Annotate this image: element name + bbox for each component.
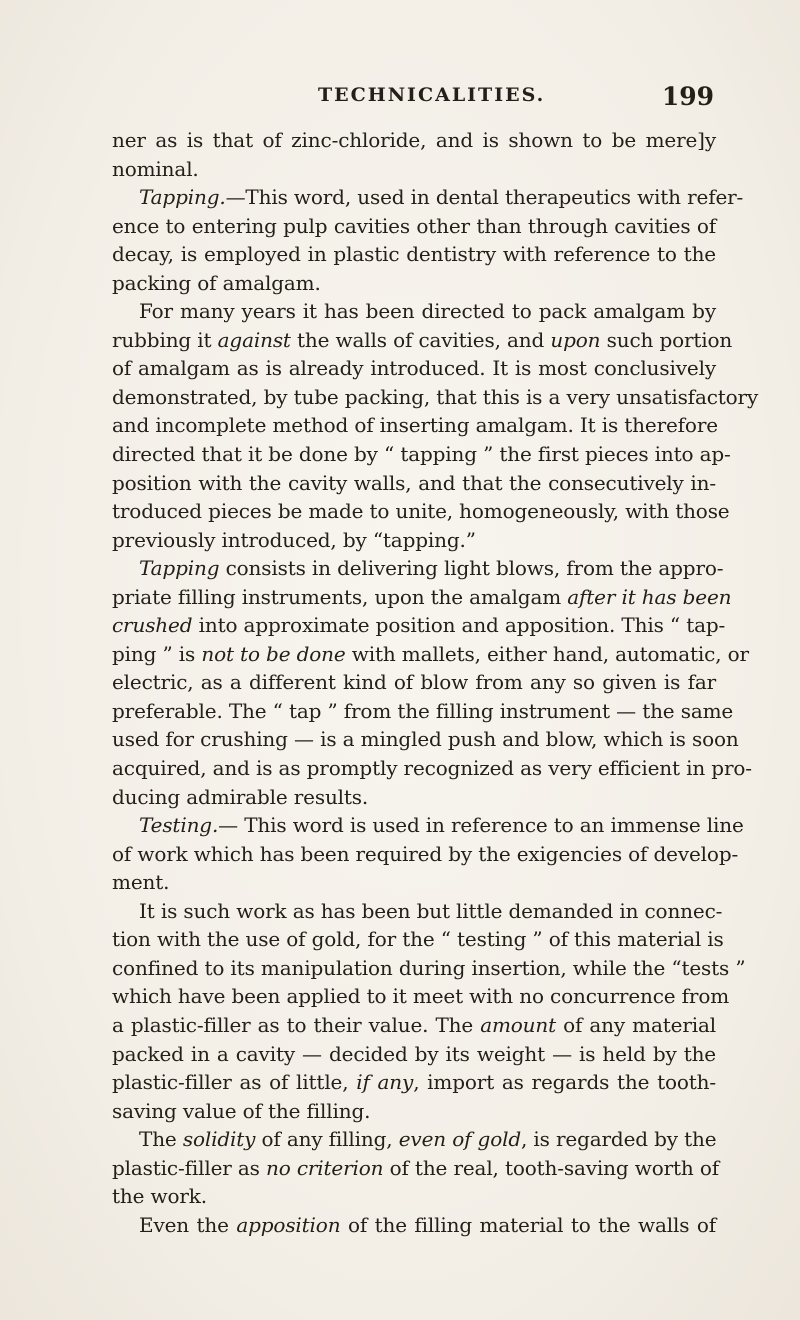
text-line (112, 240, 716, 269)
text-line (112, 411, 716, 440)
paragraph (112, 897, 746, 1125)
text-line (112, 868, 716, 897)
text-run: decay, is employed in plastic dentistry with reference to the (112, 242, 716, 267)
text-run: ping ” is (112, 641, 202, 666)
text-line (112, 697, 734, 726)
text-run: For many years it has been directed to pack amalgam by (139, 299, 716, 324)
text-run: priate filling instruments, upon the amalgam (112, 584, 568, 609)
text-line (112, 212, 716, 241)
text-line (112, 354, 716, 383)
paragraph (112, 297, 759, 554)
text-line (112, 497, 730, 526)
paragraph (112, 183, 744, 297)
text-line (112, 1040, 716, 1069)
text-run: of work which has been required by the exigencies of develop- (112, 841, 739, 866)
text-run: ner as is that of zinc-chloride, and is shown to be mere]y (112, 128, 716, 152)
text-line (112, 1097, 716, 1126)
text-line (112, 554, 724, 583)
italic-text: upon (550, 327, 601, 352)
text-line (112, 840, 739, 869)
text-line (112, 640, 749, 669)
text-line (112, 1068, 716, 1097)
text-line (112, 725, 739, 754)
italic-text: not to be done (201, 641, 346, 666)
body-text (112, 126, 759, 1239)
running-head: TECHNICALITIES. (318, 84, 546, 106)
text-run: demonstrated, by tube packing, that this is a very unsatisfactory (112, 384, 759, 409)
text-run: of the real, tooth-saving worth of (383, 1155, 719, 1180)
text-run: consists in delivering light blows, from the appro- (219, 556, 724, 581)
text-run: the work. (112, 1184, 207, 1209)
text-run: position with the cavity walls, and that the consecutively in- (112, 470, 716, 495)
text-line (112, 925, 724, 954)
text-run: of any material (556, 1012, 716, 1037)
text-line (112, 954, 746, 983)
text-line (112, 583, 732, 612)
text-run: electric, as a different kind of blow from any so given is far (112, 670, 716, 695)
text-line (112, 897, 723, 926)
italic-text: if any (356, 1070, 414, 1095)
text-run: into approximate position and apposition. This “ tap- (192, 613, 726, 638)
text-line (112, 1154, 719, 1183)
text-line (112, 269, 716, 298)
text-line (112, 1011, 716, 1040)
page-number: 199 (661, 82, 714, 111)
text-run: Even the (139, 1212, 237, 1237)
text-run: and incomplete method of inserting amalgam. It is therefore (112, 413, 718, 438)
text-run: which have been applied to it meet with no concurrence from (112, 984, 730, 1009)
italic-text: crushed (112, 613, 193, 638)
text-line (112, 668, 716, 697)
paragraph (112, 1125, 719, 1211)
text-run: ducing admirable results. (112, 784, 369, 809)
text-line (112, 982, 730, 1011)
text-run: used for crushing — is a mingled push and blow, which is soon (112, 727, 739, 752)
text-line (112, 1182, 716, 1211)
text-run: nominal. (112, 156, 199, 181)
text-line (112, 1211, 716, 1240)
text-line (112, 783, 716, 812)
text-run: previously introduced, by “tapping.” (112, 527, 476, 552)
text-run: of amalgam as is already introduced. It is most conclusively (112, 356, 716, 381)
text-run: packing of amalgam. (112, 270, 321, 295)
text-run: — This word is used in reference to an immense line (218, 813, 744, 838)
text-run: acquired, and is as promptly recognized as very efficient in pro- (112, 756, 752, 781)
italic-text: no criterion (265, 1155, 384, 1180)
italic-text: Tapping (139, 556, 220, 581)
text-run: saving value of the filling. (112, 1098, 371, 1123)
text-run: plastic-filler as (112, 1155, 266, 1180)
italic-text: Tapping. (139, 185, 226, 210)
italic-text: after it has been (567, 584, 732, 609)
text-run: packed in a cavity — decided by its weight — is held by the (112, 1041, 716, 1066)
italic-text: solidity (182, 1127, 256, 1152)
text-run: the walls of cavities, and (290, 327, 551, 352)
paragraph (112, 126, 716, 183)
paragraph (112, 1211, 716, 1240)
italic-text: even of gold (398, 1127, 521, 1152)
text-line (112, 297, 716, 326)
text-run: confined to its manipulation during insertion, while the “tests ” (112, 955, 746, 980)
italic-text: amount (480, 1012, 557, 1037)
text-run: a plastic-filler as to their value. The (112, 1012, 481, 1037)
paragraph (112, 811, 744, 897)
italic-text: Testing. (139, 813, 219, 838)
text-run: ment. (112, 870, 170, 895)
text-run: troduced pieces be made to unite, homogeneously, with those (112, 499, 730, 524)
text-line (112, 469, 716, 498)
text-line (112, 126, 716, 155)
text-run: —This word, used in dental therapeutics with refer- (225, 185, 744, 210)
page-header (112, 84, 714, 116)
text-line (112, 611, 726, 640)
text-run: , import as regards the tooth- (413, 1070, 716, 1095)
text-run: rubbing it (112, 327, 218, 352)
text-line (112, 383, 759, 412)
text-run: ence to entering pulp cavities other than through cavities of (112, 213, 716, 238)
text-run: tion with the use of gold, for the “ testing ” of this material is (112, 927, 724, 952)
text-run: It is such work as has been but little demanded in connec- (139, 898, 723, 923)
text-run: The (139, 1127, 183, 1152)
italic-text: apposition (236, 1212, 341, 1237)
text-line (112, 440, 731, 469)
text-run: such portion (600, 327, 733, 352)
paragraph (112, 554, 752, 811)
text-line (112, 326, 733, 355)
text-line (112, 183, 744, 212)
text-run: preferable. The “ tap ” from the filling instrument — the same (112, 698, 734, 723)
text-run: of any filling, (255, 1127, 399, 1152)
text-run: plastic-filler as of little, (112, 1070, 357, 1095)
text-run: of the filling material to the walls of (340, 1212, 716, 1237)
text-line (112, 155, 716, 184)
text-run: with mallets, either hand, automatic, or (345, 641, 749, 666)
text-line (112, 1125, 716, 1154)
text-run: directed that it be done by “ tapping ” the first pieces into ap- (112, 442, 731, 467)
italic-text: against (217, 327, 291, 352)
text-line (112, 811, 744, 840)
text-run: , is regarded by the (521, 1127, 717, 1152)
text-line (112, 526, 716, 555)
text-line (112, 754, 752, 783)
